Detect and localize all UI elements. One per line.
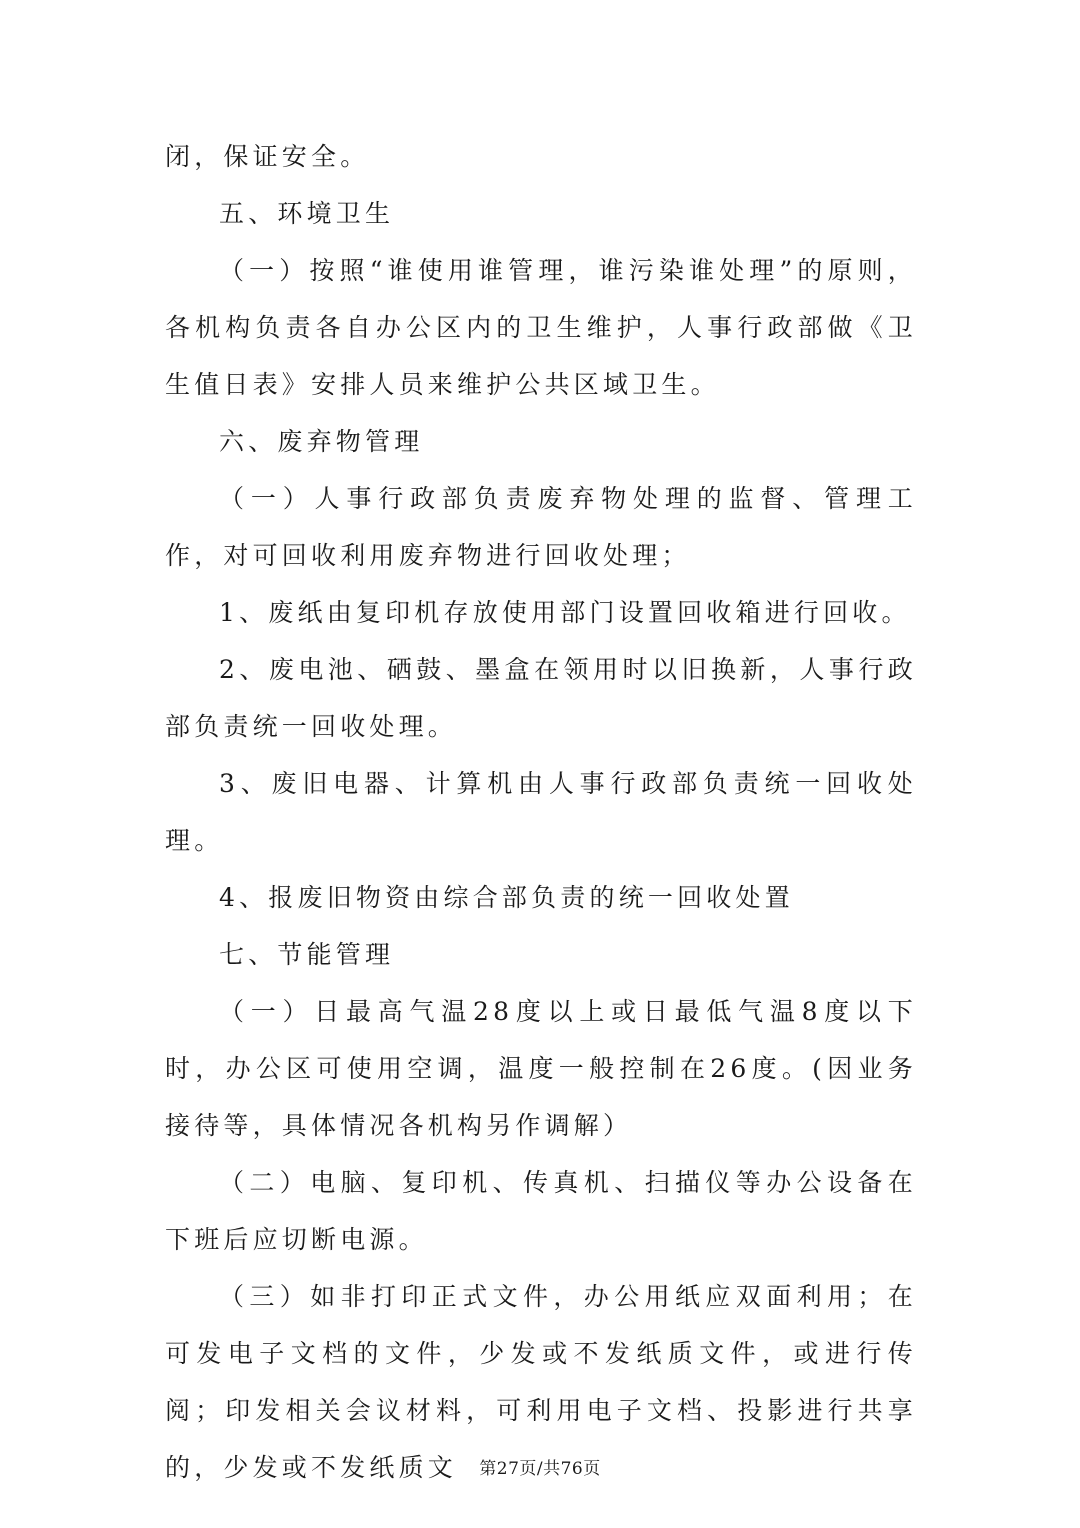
list-item-waste-paper: 1、废纸由复印机存放使用部门设置回收箱进行回收。 bbox=[219, 598, 911, 627]
paragraph-waste-supervision: （一）人事行政部负责废弃物处理的监督、管理工作，对可回收利用废弃物进行回收处理； bbox=[165, 484, 917, 570]
page-number-footer: 第27页/共76页 bbox=[479, 1459, 601, 1479]
paragraph-paper-saving: （三）如非打印正式文件，办公用纸应双面利用；在可发电子文档的文件，少发或不发纸质文件，或进行传阅；印发相关会议材料，可利用电子文档、投影进行共享的，少发或不发纸质文 bbox=[165, 1282, 917, 1482]
list-item-electronics: 3、废旧电器、计算机由人事行政部负责统一回收处理。 bbox=[165, 769, 917, 855]
list-item-scrap-materials: 4、报废旧物资由综合部负责的统一回收处置 bbox=[219, 883, 794, 912]
paragraph-air-conditioning: （一）日最高气温28度以上或日最低气温8度以下时，办公区可使用空调，温度一般控制在26度。(因业务接待等，具体情况各机构另作调解） bbox=[165, 997, 917, 1140]
paragraph-power-off: （二）电脑、复印机、传真机、扫描仪等办公设备在下班后应切断电源。 bbox=[165, 1168, 917, 1254]
section-heading-environment: 五、环境卫生 bbox=[219, 199, 395, 228]
section-heading-waste: 六、废弃物管理 bbox=[219, 427, 424, 456]
paragraph-0: 闭，保证安全。 bbox=[165, 142, 370, 171]
paragraph-hygiene-rule: （一）按照“谁使用谁管理，谁污染谁处理”的原则，各机构负责各自办公区内的卫生维护，人事行政部做《卫生值日表》安排人员来维护公共区域卫生。 bbox=[165, 256, 917, 399]
list-item-batteries: 2、废电池、硒鼓、墨盒在领用时以旧换新，人事行政部负责统一回收处理。 bbox=[165, 655, 917, 741]
document-body bbox=[165, 128, 917, 1496]
section-heading-energy: 七、节能管理 bbox=[219, 940, 395, 969]
